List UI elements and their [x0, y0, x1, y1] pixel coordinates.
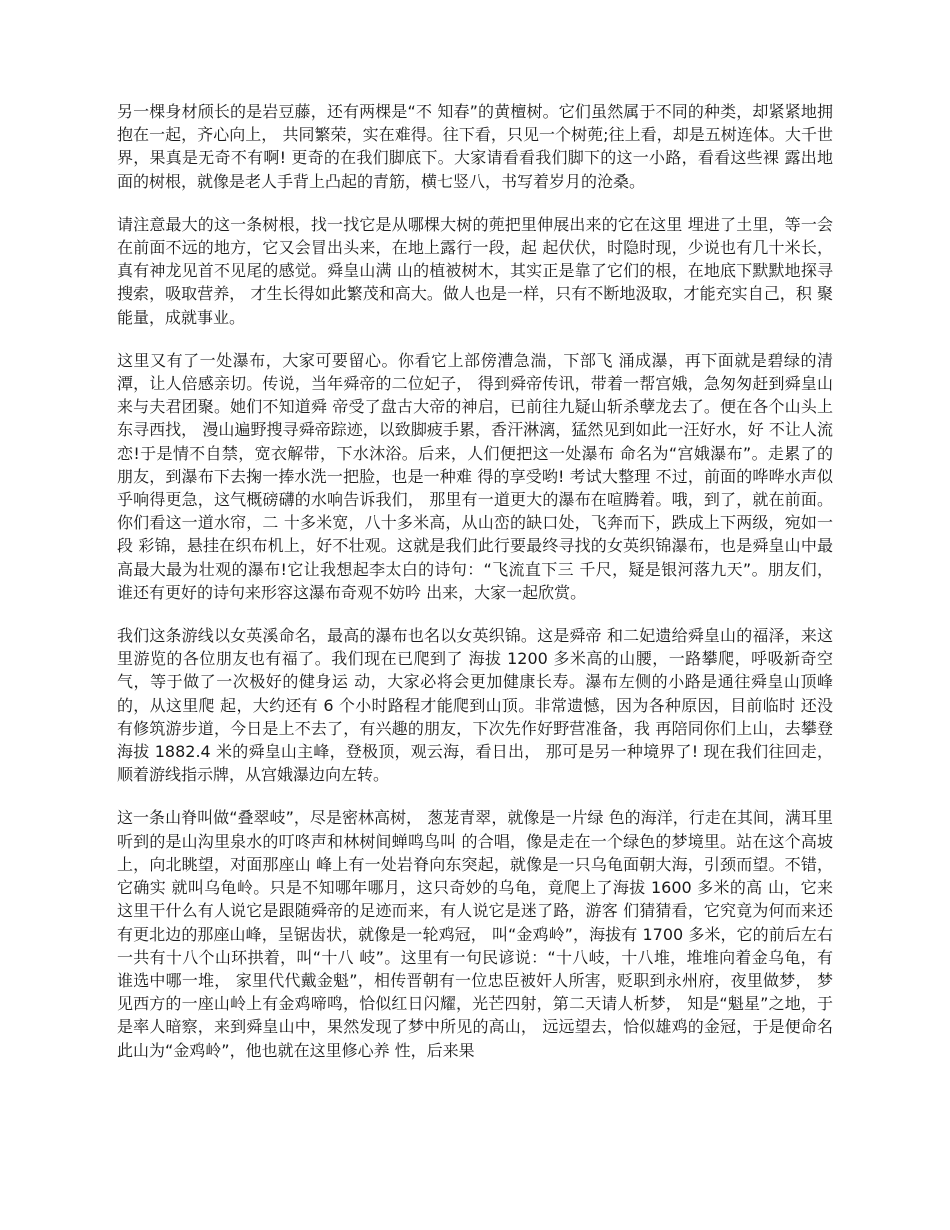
paragraph-3: 这里又有了一处瀑布，大家可要留心。你看它上部傍漕急湍，下部飞 涌成瀑，再下面就是碧绿的清潭，让人倍感亲切。传说，当年舜帝的二位妃子， 得到舜帝传讯，带着一帮宫娥，急匆匆赶到舜皇山来与夫君团聚。她们不知道舜 帝受了盘古大帝的神启，已前往九疑山斩杀孽龙去了。便在各个山头上东寻西找， 漫山遍野搜寻舜帝踪迹，以致脚疲手累，香汗淋漓，猛然见到如此一汪好水，好 不让人流恋!于是情不自禁，宽衣解带，下水沐浴。后来，人们便把这一处瀑布 命名为“宫娥瀑布”。走累了的朋友，到瀑布下去掬一捧水洗一把脸，也是一种难 得的享受哟! 考试大整理 不过，前面的哗哗水声似乎响得更急，这气概磅礴的水响告诉我们， 那里有一道更大的瀑布在喧腾着。哦，到了，就在前面。你们看这一道水帘，二 十多米宽，八十多米高，从山峦的缺口处，飞奔而下，跌成上下两级，宛如一段 彩锦，悬挂在织布机上，好不壮观。这就是我们此行要最终寻找的女英织锦瀑布，也是舜皇山中最高最大最为壮观的瀑布!它让我想起李太白的诗句：“飞流直下三 千尺，疑是银河落九天”。朋友们，谁还有更好的诗句来形容这瀑布奇观不妨吟 出来，大家一起欣赏。 — [117, 350, 833, 602]
paragraph-5: 这一条山脊叫做“叠翠岐”，尽是密林高树， 葱茏青翠，就像是一片绿 色的海洋，行走在其间，满耳里听到的是山沟里泉水的叮咚声和林树间蝉鸣鸟叫 的合唱，像是走在一个绿色的梦境里。站在这个高坡上，向北眺望，对面那座山 峰上有一处岩脊向东突起，就像是一只乌龟面朝大海，引颈而望。不错，它确实 就叫乌龟岭。只是不知哪年哪月，这只奇妙的乌龟，竟爬上了海拔 1600 多米的高 山，它来这里干什么有人说它是跟随舜帝的足迹而来，有人说它是迷了路，游客 们猜猜看，它究竟为何而来还有更北边的那座山峰，呈锯齿状，就像是一轮鸡冠， 叫“金鸡岭”，海拔有 1700 多米，它的前后左右一共有十八个山环拱着，叫“十八 岐”。这里有一句民谚说：“十八岐，十八堆，堆堆向着金乌龟，有谁选中哪一堆， 家里代代戴金魁”，相传晋朝有一位忠臣被奸人所害，贬职到永州府，夜里做梦， 梦见西方的一座山岭上有金鸡啼鸣，恰似红日闪耀，光芒四射，第二天请人析梦， 知是“魁星”之地，于是率人暗察，来到舜皇山中，果然发现了梦中所见的高山， 远远望去，恰似雄鸡的金冠，于是便命名此山为“金鸡岭”，他也就在这里修心养 性，后来果 — [117, 808, 833, 1060]
paragraph-1: 另一棵身材颀长的是岩豆藤，还有两棵是“不 知春”的黄檀树。它们虽然属于不同的种类，却紧紧地拥抱在一起，齐心向上， 共同繁荣，实在难得。往下看，只见一个树蔸;往上看，却是五树连体。大千世 界，果真是无奇不有啊! 更奇的在我们脚底下。大家请看看我们脚下的这一小路，看看这些裸 露出地面的树根，就像是老人手背上凸起的青筋，横七竖八，书写着岁月的沧桑。 — [117, 102, 833, 191]
document-page — [117, 100, 833, 1082]
paragraph-4: 我们这条游线以女英溪命名，最高的瀑布也名以女英织锦。这是舜帝 和二妃遗给舜皇山的福泽，来这里游览的各位朋友也有福了。我们现在已爬到了 海拔 1200 多米高的山腰，一路攀爬，呼吸新奇空气，等于做了一次极好的健身运 动，大家必将会更加健康长寿。瀑布左侧的小路是通往舜皇山顶峰的，从这里爬 起，大约还有 6 个小时路程才能爬到山顶。非常遗憾，因为各种原因，目前临时 还没有修筑游步道，今日是上不去了，有兴趣的朋友，下次先作好野营准备，我 再陪同你们上山，去攀登海拔 1882.4 米的舜皇山主峰，登极顶，观云海，看日出， 那可是另一种境界了! 现在我们往回走，顺着游线指示牌，从宫娥瀑边向左转。 — [117, 626, 833, 785]
paragraph-2: 请注意最大的这一条树根，找一找它是从哪棵大树的蔸把里伸展出来的它在这里 埋进了土里，等一会在前面不远的地方，它又会冒出头来，在地上露行一段，起 起伏伏，时隐时现，少说也有几十米长，真有神龙见首不见尾的感觉。舜皇山满 山的植被树木，其实正是靠了它们的根，在地底下默默地探寻搜索，吸取营养， 才生长得如此繁茂和高大。做人也是一样，只有不断地汲取，才能充实自己，积 聚能量，成就事业。 — [117, 214, 833, 327]
